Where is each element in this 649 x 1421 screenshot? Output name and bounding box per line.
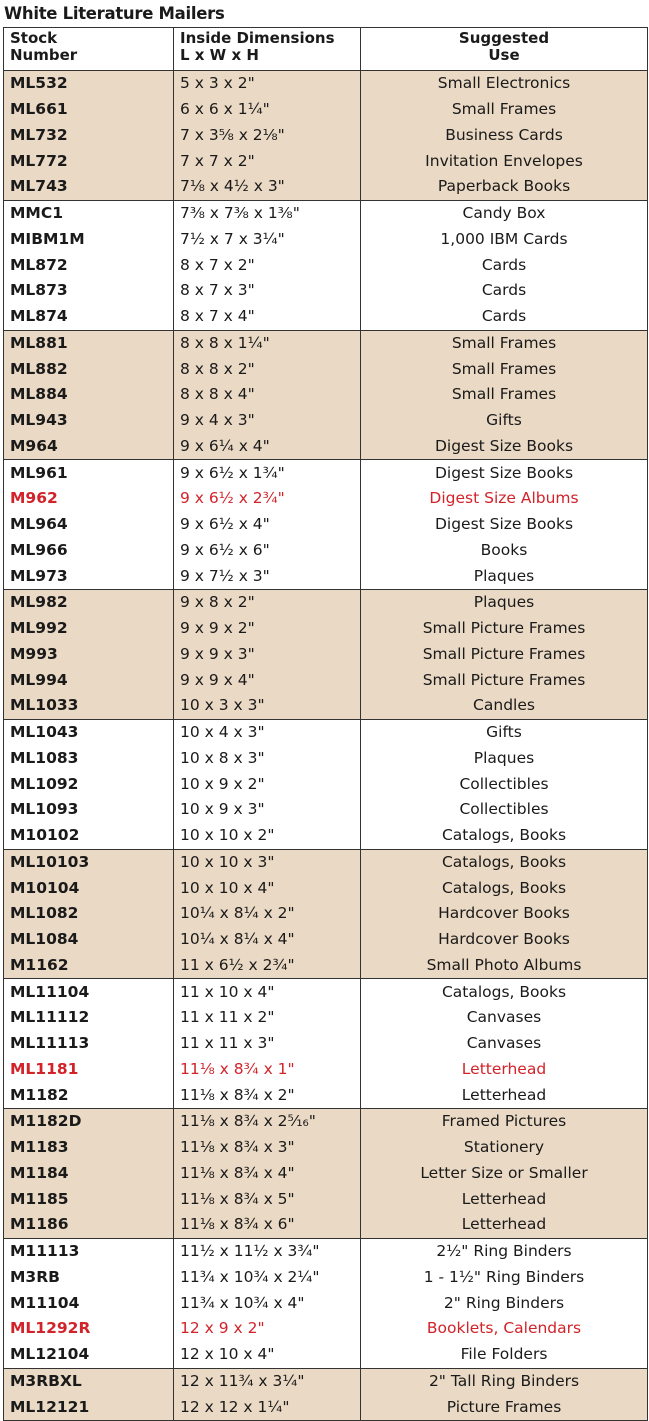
suggested-use-cell: Hardcover Books xyxy=(361,901,648,927)
stock-number-cell: ML1181 xyxy=(4,1057,174,1083)
dimensions-cell: 7⅜ x 7⅜ x 1⅜" xyxy=(174,200,361,226)
table-row xyxy=(4,356,648,382)
table-row xyxy=(4,746,648,772)
suggested-use-cell: Business Cards xyxy=(361,123,648,149)
suggested-use-cell: Gifts xyxy=(361,408,648,434)
table-row xyxy=(4,97,648,123)
stock-number-cell: ML772 xyxy=(4,148,174,174)
table-row xyxy=(4,330,648,356)
suggested-use-cell: Letterhead xyxy=(361,1057,648,1083)
stock-number-cell: ML982 xyxy=(4,590,174,616)
table-row xyxy=(4,227,648,253)
header-use-line1: Suggested xyxy=(458,29,550,47)
dimensions-cell: 10 x 9 x 3" xyxy=(174,797,361,823)
dimensions-cell: 11⅛ x 8¾ x 2⁵⁄₁₆" xyxy=(174,1109,361,1135)
dimensions-cell: 9 x 6½ x 1¾" xyxy=(174,460,361,486)
stock-number-cell: ML1043 xyxy=(4,719,174,745)
suggested-use-cell: Catalogs, Books xyxy=(361,849,648,875)
suggested-use-cell: Picture Frames xyxy=(361,1394,648,1420)
dimensions-cell: 11⅛ x 8¾ x 4" xyxy=(174,1161,361,1187)
table-header xyxy=(4,28,648,71)
stock-number-cell: M1182 xyxy=(4,1082,174,1108)
dimensions-cell: 11⅛ x 8¾ x 1" xyxy=(174,1057,361,1083)
dimensions-cell: 7 x 3⅝ x 2⅛" xyxy=(174,123,361,149)
suggested-use-cell: File Folders xyxy=(361,1342,648,1368)
stock-number-cell: M10102 xyxy=(4,823,174,849)
dimensions-cell: 8 x 7 x 2" xyxy=(174,252,361,278)
stock-number-cell: ML992 xyxy=(4,616,174,642)
dimensions-cell: 8 x 8 x 2" xyxy=(174,356,361,382)
stock-number-cell: M11113 xyxy=(4,1238,174,1264)
header-stock-line1: Stock xyxy=(10,29,58,47)
dimensions-cell: 9 x 9 x 3" xyxy=(174,642,361,668)
dimensions-cell: 9 x 9 x 2" xyxy=(174,616,361,642)
stock-number-cell: ML11113 xyxy=(4,1031,174,1057)
stock-number-cell: M1162 xyxy=(4,953,174,979)
dimensions-cell: 9 x 9 x 4" xyxy=(174,667,361,693)
table-row xyxy=(4,1316,648,1342)
suggested-use-cell: Small Electronics xyxy=(361,71,648,97)
table-row xyxy=(4,823,648,849)
dimensions-cell: 12 x 10 x 4" xyxy=(174,1342,361,1368)
dimensions-cell: 9 x 6½ x 4" xyxy=(174,512,361,538)
stock-number-cell: ML943 xyxy=(4,408,174,434)
dimensions-cell: 11⅛ x 8¾ x 2" xyxy=(174,1082,361,1108)
table-row xyxy=(4,849,648,875)
suggested-use-cell: Digest Size Books xyxy=(361,434,648,460)
dimensions-cell: 9 x 8 x 2" xyxy=(174,590,361,616)
dimensions-cell: 9 x 6½ x 6" xyxy=(174,538,361,564)
table-row xyxy=(4,927,648,953)
stock-number-cell: ML661 xyxy=(4,97,174,123)
table-row xyxy=(4,1186,648,1212)
dimensions-cell: 6 x 6 x 1¼" xyxy=(174,97,361,123)
stock-number-cell: ML973 xyxy=(4,563,174,589)
suggested-use-cell: Small Frames xyxy=(361,382,648,408)
suggested-use-cell: Plaques xyxy=(361,746,648,772)
stock-number-cell: ML881 xyxy=(4,330,174,356)
stock-number-cell: M10104 xyxy=(4,875,174,901)
table-row xyxy=(4,901,648,927)
dimensions-cell: 11¾ x 10¾ x 4" xyxy=(174,1290,361,1316)
table-row xyxy=(4,1057,648,1083)
table-row xyxy=(4,278,648,304)
header-row xyxy=(4,28,648,71)
dimensions-cell: 11 x 6½ x 2¾" xyxy=(174,953,361,979)
table-body xyxy=(4,71,648,1421)
stock-number-cell: ML882 xyxy=(4,356,174,382)
table-row xyxy=(4,252,648,278)
table-row xyxy=(4,953,648,979)
dimensions-cell: 8 x 8 x 4" xyxy=(174,382,361,408)
table-row xyxy=(4,460,648,486)
dimensions-cell: 7⅛ x 4½ x 3" xyxy=(174,174,361,200)
suggested-use-cell: Canvases xyxy=(361,1005,648,1031)
table-row xyxy=(4,1031,648,1057)
table-row xyxy=(4,563,648,589)
suggested-use-cell: Plaques xyxy=(361,563,648,589)
suggested-use-cell: Small Photo Albums xyxy=(361,953,648,979)
dimensions-cell: 10 x 4 x 3" xyxy=(174,719,361,745)
dimensions-cell: 11⅛ x 8¾ x 6" xyxy=(174,1212,361,1238)
table-row xyxy=(4,797,648,823)
dimensions-cell: 11 x 11 x 2" xyxy=(174,1005,361,1031)
suggested-use-cell: Gifts xyxy=(361,719,648,745)
suggested-use-cell: Letter Size or Smaller xyxy=(361,1161,648,1187)
table-row xyxy=(4,1161,648,1187)
suggested-use-cell: Invitation Envelopes xyxy=(361,148,648,174)
stock-number-cell: ML966 xyxy=(4,538,174,564)
dimensions-cell: 11¾ x 10¾ x 2¼" xyxy=(174,1265,361,1291)
table-row xyxy=(4,1342,648,1368)
stock-number-cell: ML874 xyxy=(4,304,174,330)
suggested-use-cell: Digest Size Books xyxy=(361,460,648,486)
stock-number-cell: M3RBXL xyxy=(4,1368,174,1394)
dimensions-cell: 7½ x 7 x 3¼" xyxy=(174,227,361,253)
stock-number-cell: M11104 xyxy=(4,1290,174,1316)
dimensions-cell: 12 x 12 x 1¼" xyxy=(174,1394,361,1420)
suggested-use-cell: Candles xyxy=(361,693,648,719)
suggested-use-cell: 2" Ring Binders xyxy=(361,1290,648,1316)
stock-number-cell: ML11112 xyxy=(4,1005,174,1031)
table-row xyxy=(4,1368,648,1394)
table-row xyxy=(4,590,648,616)
table-row xyxy=(4,382,648,408)
suggested-use-cell: Catalogs, Books xyxy=(361,823,648,849)
table-row xyxy=(4,1082,648,1108)
stock-number-cell: ML1082 xyxy=(4,901,174,927)
suggested-use-cell: Cards xyxy=(361,304,648,330)
suggested-use-cell: Candy Box xyxy=(361,200,648,226)
stock-number-cell: ML961 xyxy=(4,460,174,486)
table-row xyxy=(4,1212,648,1238)
table-row xyxy=(4,174,648,200)
stock-number-cell: ML11104 xyxy=(4,979,174,1005)
stock-number-cell: ML873 xyxy=(4,278,174,304)
dimensions-cell: 11 x 11 x 3" xyxy=(174,1031,361,1057)
suggested-use-cell: Collectibles xyxy=(361,771,648,797)
table-row xyxy=(4,71,648,97)
header-stock-line2: Number xyxy=(10,46,78,64)
table-row xyxy=(4,1290,648,1316)
header-inside-dimensions xyxy=(174,28,361,71)
stock-number-cell: ML872 xyxy=(4,252,174,278)
stock-number-cell: ML964 xyxy=(4,512,174,538)
dimensions-cell: 10 x 8 x 3" xyxy=(174,746,361,772)
stock-number-cell: ML1093 xyxy=(4,797,174,823)
dimensions-cell: 12 x 9 x 2" xyxy=(174,1316,361,1342)
dimensions-cell: 9 x 7½ x 3" xyxy=(174,563,361,589)
stock-number-cell: ML743 xyxy=(4,174,174,200)
suggested-use-cell: Letterhead xyxy=(361,1082,648,1108)
dimensions-cell: 8 x 7 x 4" xyxy=(174,304,361,330)
dimensions-cell: 10 x 10 x 4" xyxy=(174,875,361,901)
stock-number-cell: ML532 xyxy=(4,71,174,97)
stock-number-cell: ML10103 xyxy=(4,849,174,875)
dimensions-cell: 10 x 3 x 3" xyxy=(174,693,361,719)
table-row xyxy=(4,123,648,149)
table-row xyxy=(4,1135,648,1161)
stock-number-cell: MMC1 xyxy=(4,200,174,226)
suggested-use-cell: Small Picture Frames xyxy=(361,642,648,668)
table-row xyxy=(4,693,648,719)
suggested-use-cell: Books xyxy=(361,538,648,564)
dimensions-cell: 9 x 6¼ x 4" xyxy=(174,434,361,460)
dimensions-cell: 5 x 3 x 2" xyxy=(174,71,361,97)
stock-number-cell: M1183 xyxy=(4,1135,174,1161)
stock-number-cell: M3RB xyxy=(4,1265,174,1291)
table-row xyxy=(4,979,648,1005)
table-row xyxy=(4,1394,648,1420)
header-suggested-use xyxy=(361,28,648,71)
header-stock-number xyxy=(4,28,174,71)
suggested-use-cell: 2" Tall Ring Binders xyxy=(361,1368,648,1394)
suggested-use-cell: Catalogs, Books xyxy=(361,875,648,901)
stock-number-cell: ML884 xyxy=(4,382,174,408)
suggested-use-cell: Digest Size Albums xyxy=(361,486,648,512)
suggested-use-cell: 1 - 1½" Ring Binders xyxy=(361,1265,648,1291)
suggested-use-cell: Booklets, Calendars xyxy=(361,1316,648,1342)
suggested-use-cell: Catalogs, Books xyxy=(361,979,648,1005)
suggested-use-cell: Hardcover Books xyxy=(361,927,648,953)
suggested-use-cell: Small Frames xyxy=(361,330,648,356)
header-dims-line2: L x W x H xyxy=(180,46,259,64)
table-row xyxy=(4,1005,648,1031)
suggested-use-cell: Framed Pictures xyxy=(361,1109,648,1135)
stock-number-cell: ML1033 xyxy=(4,693,174,719)
stock-number-cell: ML1084 xyxy=(4,927,174,953)
suggested-use-cell: Stationery xyxy=(361,1135,648,1161)
stock-number-cell: ML1083 xyxy=(4,746,174,772)
mailers-table xyxy=(3,27,648,1421)
dimensions-cell: 10¼ x 8¼ x 2" xyxy=(174,901,361,927)
suggested-use-cell: Letterhead xyxy=(361,1212,648,1238)
suggested-use-cell: Letterhead xyxy=(361,1186,648,1212)
suggested-use-cell: Collectibles xyxy=(361,797,648,823)
suggested-use-cell: Small Frames xyxy=(361,356,648,382)
dimensions-cell: 10¼ x 8¼ x 4" xyxy=(174,927,361,953)
table-row xyxy=(4,486,648,512)
stock-number-cell: ML732 xyxy=(4,123,174,149)
stock-number-cell: M993 xyxy=(4,642,174,668)
dimensions-cell: 11½ x 11½ x 3¾" xyxy=(174,1238,361,1264)
stock-number-cell: M1182D xyxy=(4,1109,174,1135)
suggested-use-cell: Paperback Books xyxy=(361,174,648,200)
table-row xyxy=(4,538,648,564)
stock-number-cell: M1186 xyxy=(4,1212,174,1238)
suggested-use-cell: Plaques xyxy=(361,590,648,616)
suggested-use-cell: Canvases xyxy=(361,1031,648,1057)
table-row xyxy=(4,434,648,460)
table-row xyxy=(4,719,648,745)
page-title: White Literature Mailers xyxy=(4,4,225,23)
stock-number-cell: M1184 xyxy=(4,1161,174,1187)
stock-number-cell: ML12121 xyxy=(4,1394,174,1420)
table-row xyxy=(4,1265,648,1291)
dimensions-cell: 8 x 8 x 1¼" xyxy=(174,330,361,356)
stock-number-cell: ML1092 xyxy=(4,771,174,797)
table-row xyxy=(4,667,648,693)
dimensions-cell: 11⅛ x 8¾ x 3" xyxy=(174,1135,361,1161)
stock-number-cell: M964 xyxy=(4,434,174,460)
stock-number-cell: M962 xyxy=(4,486,174,512)
dimensions-cell: 10 x 10 x 3" xyxy=(174,849,361,875)
stock-number-cell: M1185 xyxy=(4,1186,174,1212)
stock-number-cell: ML1292R xyxy=(4,1316,174,1342)
table-row xyxy=(4,616,648,642)
stock-number-cell: MIBM1M xyxy=(4,227,174,253)
table-row xyxy=(4,148,648,174)
dimensions-cell: 8 x 7 x 3" xyxy=(174,278,361,304)
table-row xyxy=(4,1109,648,1135)
suggested-use-cell: 2½" Ring Binders xyxy=(361,1238,648,1264)
suggested-use-cell: Small Picture Frames xyxy=(361,616,648,642)
dimensions-cell: 7 x 7 x 2" xyxy=(174,148,361,174)
table-row xyxy=(4,512,648,538)
table-row xyxy=(4,304,648,330)
table-row xyxy=(4,875,648,901)
table-row xyxy=(4,200,648,226)
dimensions-cell: 11 x 10 x 4" xyxy=(174,979,361,1005)
table-row xyxy=(4,408,648,434)
stock-number-cell: ML12104 xyxy=(4,1342,174,1368)
suggested-use-cell: Digest Size Books xyxy=(361,512,648,538)
dimensions-cell: 12 x 11¾ x 3¼" xyxy=(174,1368,361,1394)
suggested-use-cell: Small Frames xyxy=(361,97,648,123)
dimensions-cell: 11⅛ x 8¾ x 5" xyxy=(174,1186,361,1212)
header-use-line2: Use xyxy=(488,46,520,64)
dimensions-cell: 9 x 6½ x 2¾" xyxy=(174,486,361,512)
table-row xyxy=(4,642,648,668)
dimensions-cell: 9 x 4 x 3" xyxy=(174,408,361,434)
stock-number-cell: ML994 xyxy=(4,667,174,693)
header-dims-line1: Inside Dimensions xyxy=(180,29,335,47)
dimensions-cell: 10 x 9 x 2" xyxy=(174,771,361,797)
dimensions-cell: 10 x 10 x 2" xyxy=(174,823,361,849)
suggested-use-cell: 1,000 IBM Cards xyxy=(361,227,648,253)
table-row xyxy=(4,1238,648,1264)
table-row xyxy=(4,771,648,797)
suggested-use-cell: Small Picture Frames xyxy=(361,667,648,693)
suggested-use-cell: Cards xyxy=(361,252,648,278)
suggested-use-cell: Cards xyxy=(361,278,648,304)
